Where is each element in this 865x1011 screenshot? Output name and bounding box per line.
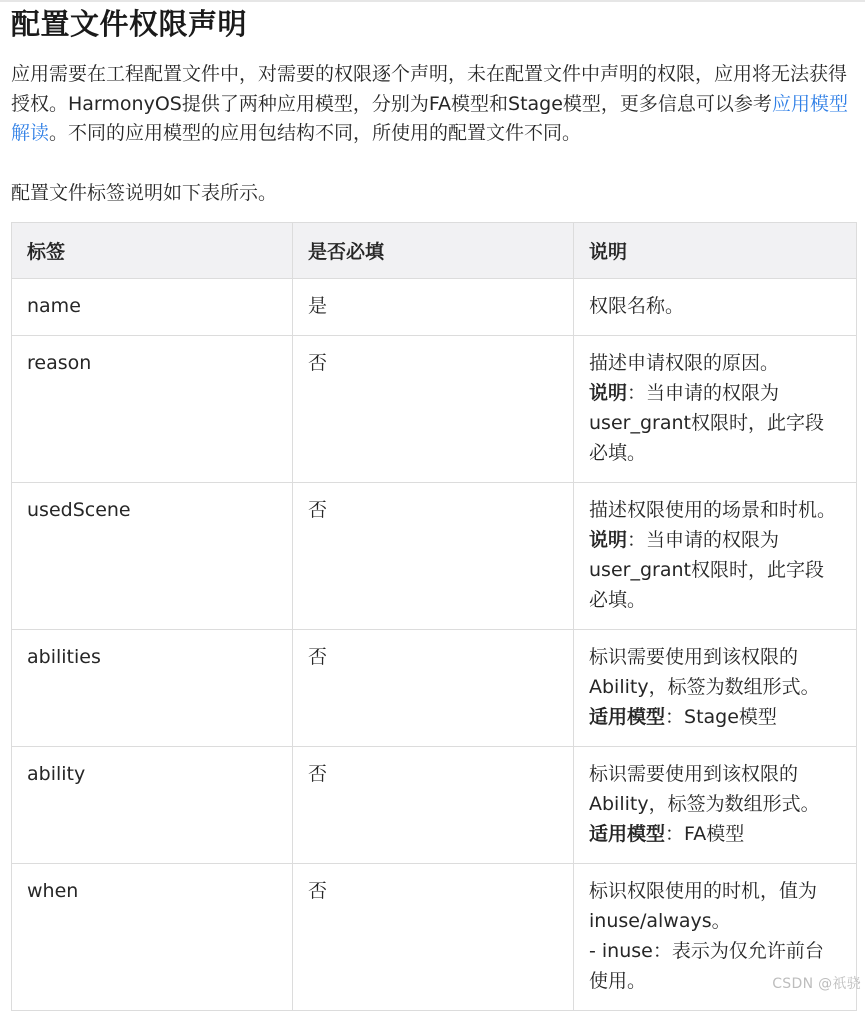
cell-description — [574, 483, 857, 630]
cell-description — [574, 747, 857, 864]
cell-description — [574, 279, 857, 336]
watermark: CSDN @祇骁 — [772, 976, 861, 992]
cell-required: 否 — [293, 747, 574, 864]
description-label: 说明 — [589, 382, 628, 404]
cell-description — [574, 630, 857, 747]
cell-tag: when — [12, 864, 293, 1011]
description-text: ：当申请的权限为user_grant权限时，此字段必填。 — [589, 529, 824, 611]
description-label: 适用模型 — [589, 823, 666, 845]
intro-paragraph — [11, 60, 856, 149]
description-text: - inuse：表示为仅允许前台使用。 — [589, 940, 824, 992]
intro-text: 应用需要在工程配置文件中，对需要的权限逐个声明，未在配置文件中声明的权限，应用将无法获得授权。HarmonyOS提供了两种应用模型，分别为FA模型和Stage模型，更多信息可以参考 — [11, 63, 848, 115]
cell-required: 否 — [293, 336, 574, 483]
cell-required: 否 — [293, 630, 574, 747]
cell-tag: name — [12, 279, 293, 336]
description-text: 权限名称。 — [589, 295, 685, 317]
table-header-row — [12, 223, 857, 279]
description-line — [589, 702, 842, 732]
description-text: 描述申请权限的原因。 — [589, 352, 780, 374]
description-text: 标识需要使用到该权限的Ability，标签为数组形式。 — [589, 763, 820, 815]
description-line — [589, 348, 842, 378]
intro-text-end: 。不同的应用模型的应用包结构不同，所使用的配置文件不同。 — [49, 122, 582, 144]
description-line — [589, 378, 842, 468]
description-text: ：Stage模型 — [665, 706, 777, 728]
description-line — [589, 819, 842, 849]
description-line — [589, 642, 842, 702]
description-line — [589, 291, 842, 321]
description-line — [589, 876, 842, 936]
page-title: 配置文件权限声明 — [11, 7, 248, 41]
header-required: 是否必填 — [293, 223, 574, 279]
description-text: 描述权限使用的场景和时机。 — [589, 499, 837, 521]
description-line — [589, 525, 842, 615]
top-divider — [0, 0, 865, 2]
table-row — [12, 483, 857, 630]
description-label: 说明 — [589, 529, 628, 551]
description-text: 标识需要使用到该权限的Ability，标签为数组形式。 — [589, 646, 820, 698]
table-row — [12, 864, 857, 1011]
table-caption: 配置文件标签说明如下表所示。 — [11, 182, 278, 204]
description-line — [589, 759, 842, 819]
description-text: ：当申请的权限为user_grant权限时，此字段必填。 — [589, 382, 824, 464]
cell-tag: reason — [12, 336, 293, 483]
table-row — [12, 747, 857, 864]
permission-tags-table — [11, 222, 857, 1011]
cell-description — [574, 336, 857, 483]
table-row — [12, 630, 857, 747]
cell-tag: abilities — [12, 630, 293, 747]
header-description: 说明 — [574, 223, 857, 279]
app-model-link[interactable]: 应用模型解读 — [11, 92, 848, 144]
cell-required: 是 — [293, 279, 574, 336]
cell-tag: usedScene — [12, 483, 293, 630]
header-tag: 标签 — [12, 223, 293, 279]
table-body — [12, 279, 857, 1011]
cell-required: 否 — [293, 864, 574, 1011]
table-row — [12, 336, 857, 483]
cell-tag: ability — [12, 747, 293, 864]
description-text: 标识权限使用的时机，值为inuse/always。 — [589, 880, 818, 932]
description-text: ：FA模型 — [665, 823, 745, 845]
cell-required: 否 — [293, 483, 574, 630]
description-label: 适用模型 — [589, 706, 666, 728]
description-line — [589, 495, 842, 525]
table-row — [12, 279, 857, 336]
